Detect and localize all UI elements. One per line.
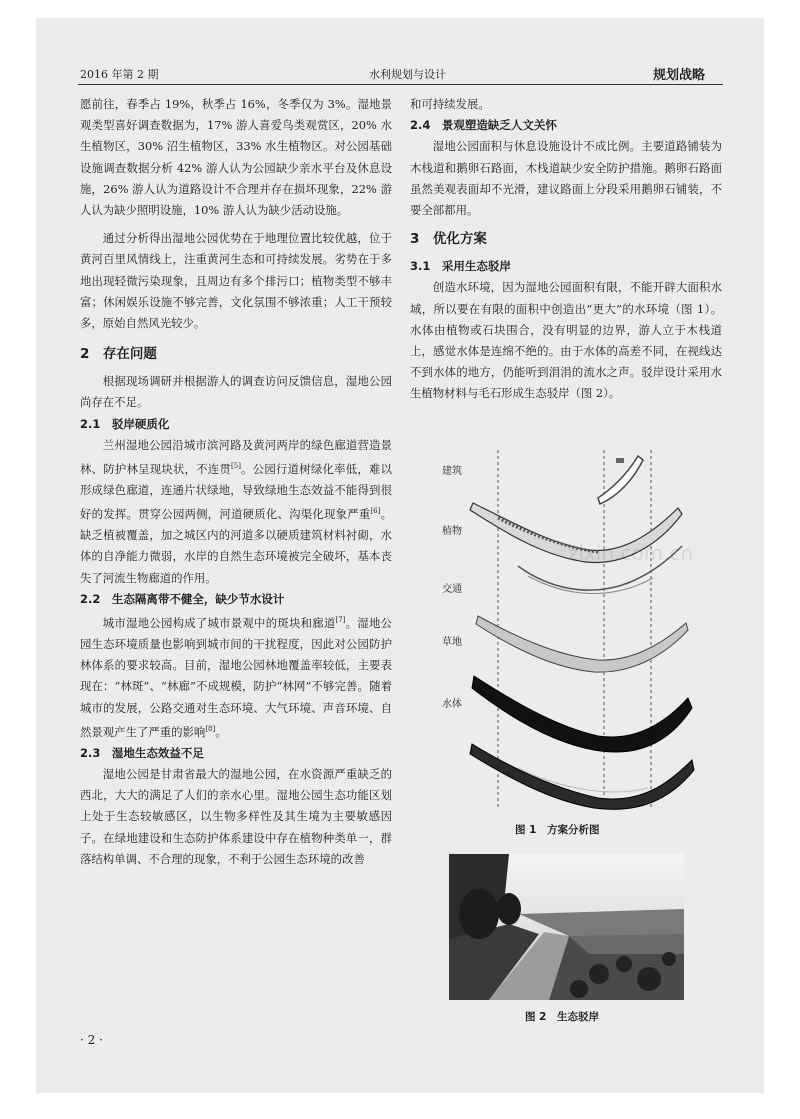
citation-7: [7] <box>335 616 346 625</box>
issue-label: 2016 年第 2 期 <box>80 68 159 81</box>
figure-2-caption: 图 2 生态驳岸 <box>525 1011 599 1023</box>
layer-label-water: 水体 <box>442 699 462 710</box>
section-2-4-text: 湿地公园面积与休息设施设计不成比例。主要道路铺装为木栈道和鹅卵石路面，木栈道缺少安全防护措施。鹅卵石路面虽然美观表面却不光滑，建议路面上分段采用鹅卵石铺装，不要全部都用。 <box>410 139 722 218</box>
right-column <box>410 94 722 405</box>
section-2-4-heading: 2.4 景观塑造缺乏人文关怀 <box>410 118 557 133</box>
page-number: · 2 · <box>80 1033 103 1047</box>
paragraph-analysis: 通过分析得出湿地公园优势在于地理位置比较优越，位于黄河百里风情线上，注重黄河生态和可持续发展。劣势在于多地出现轻微污染现象，且周边有多个排污口；植物类型不够丰富；休闲娱乐设施不够完善，文化氛围不够浓重；人工干预较多，原始自然风光较少。 <box>80 231 392 331</box>
paragraph-survey-continued: 愿前往，春季占 19%，秋季占 16%，冬季仅为 3%。湿地景观类型喜好调查数据为，17% 游人喜爱鸟类观赏区，20% 水生植物区，30% 沼生植物区，33% 水生植物区。对公园基础设施调查数据分析 42% 游人认为公园缺少亲水平台及休息设施，26% 游人认为道路设计不合理并存在损坏现象，22% 游人认为缺少照明设施，10% 游人认为缺少活动设施。 <box>80 97 392 218</box>
section-label: 规划战略 <box>653 68 706 83</box>
header-rule <box>78 84 723 85</box>
citation-5: [5] <box>231 462 241 471</box>
section-2-3-heading: 2.3 湿地生态效益不足 <box>80 745 204 760</box>
citation-6: [6] <box>370 507 381 516</box>
layer-combined-fill <box>470 744 694 809</box>
figure-1-analysis-diagram <box>438 448 700 813</box>
figure-1-caption: 图 1 方案分析图 <box>515 824 600 836</box>
section-2-1-text: 兰州湿地公园沿城市滨河路及黄河两岸的绿色廊道营造景林、防护林呈现块状，不连贯[5]。公园行道树绿化率低，难以形成绿色廊道，连通片状绿地，导致绿地生态效益不能得到很好的发挥。贯穿公园两侧，河道硬质化、沟渠化现象严重[6]。缺乏植被覆盖，加之城区内的河道多以硬质建筑材料衬砌，水体的自净能力微弱，水岸的自然生态环境被完全破坏，基本丧失了河流生物廊道的作用。 <box>80 437 392 585</box>
layer-label-grass: 草地 <box>442 637 462 648</box>
layer-water-fill <box>472 676 692 752</box>
section-2-2-heading: 2.2 生态隔离带不健全，缺少节水设计 <box>80 591 285 606</box>
watermark: zixin.com.cn <box>568 541 694 565</box>
citation-8: [8] <box>205 724 216 733</box>
figure-2-photo <box>449 854 684 1000</box>
section-2-heading: 2 存在问题 <box>80 346 157 363</box>
section-3-heading: 3 优化方案 <box>410 231 487 248</box>
section-2-intro: 根据现场调研并根据游人的调查访问反馈信息，湿地公园尚存在不足。 <box>80 374 392 410</box>
layer-building-outline <box>598 456 643 504</box>
left-column <box>80 94 392 870</box>
section-3-1-heading: 3.1 采用生态驳岸 <box>410 259 511 274</box>
layer-label-traffic: 交通 <box>442 584 462 595</box>
section-2-2-text: 城市湿地公园构成了城市景观中的斑块和廊道[7]。湿地公园生态环境质量也影响到城市间的干扰程度，因此对公园防护林体系的要求较高。目前，湿地公园林地覆盖率较低，主要表现在：“林斑”、“林廊”不成规模，防护“林网”不够完善。随着城市的发展，公路交通对生态环境、大气环境、声音环境、自然景观产生了严重的影响[8]。 <box>80 615 392 739</box>
layer-label-plant: 植物 <box>442 526 462 537</box>
layer-label-building: 建筑 <box>442 466 462 477</box>
layer-grass-outline <box>476 616 688 672</box>
paragraph-continued: 和可持续发展。 <box>410 97 490 111</box>
section-2-3-text: 湿地公园是甘肃省最大的湿地公园，在水资源严重缺乏的西北，大大的满足了人们的亲水心里。湿地公园生态功能区划上处于生态较敏感区，以生物多样性及其生境为主要敏感因子。在绿地建设和生态防护体系建设中存在植物种类单一，群落结构单调、不合理的现象，不利于公园生态环境的改善 <box>80 767 392 866</box>
journal-name: 水利规划与设计 <box>369 68 446 81</box>
section-3-1-text: 创造水环境，因为湿地公园面积有限，不能开辟大面积水域，所以要在有限的面积中创造出“更大”的水环境（图 1）。水体由植物或石块围合，没有明显的边界，游人立于木栈道上，感觉水体是连绵不绝的。由于水体的高差不同，在视线达不到水体的地方，仍能听到涓涓的流水之声。驳岸设计采用水生植物材料与毛石形成生态驳岸（图 2）。 <box>410 280 722 401</box>
section-2-1-heading: 2.1 驳岸硬质化 <box>80 416 170 431</box>
